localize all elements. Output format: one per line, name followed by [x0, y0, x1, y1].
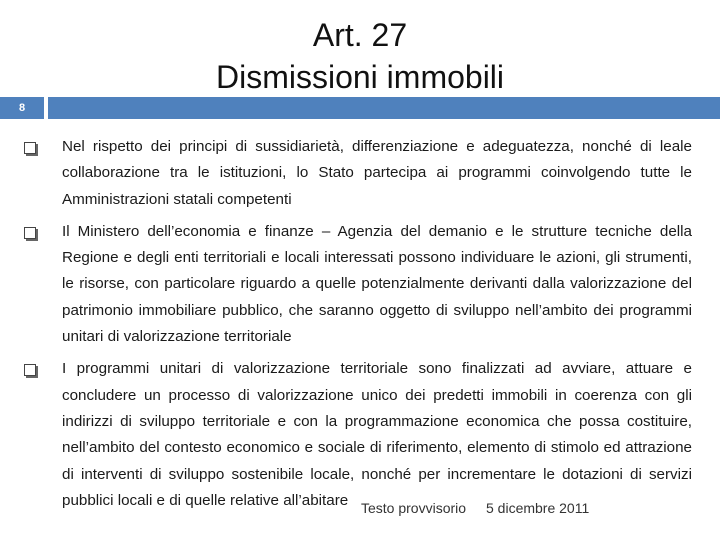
footer-draft-label: Testo provvisorio — [361, 500, 467, 516]
checkbox-bullet-icon — [24, 142, 36, 154]
bullet-text: I programmi unitari di valorizzazione territoriale sono finalizzati ad avviare, attuare e concludere un processo di valorizzazione unico dei predetti immobili in coerenza con gli indirizzi di sviluppo territoriale e con la programmazione economica che possa costituire, nell’ambito del contesto economico e sociale di riferimento, elemento di stimolo ed attrazione di interventi di sviluppo sostenibile locale, nonché per incrementare le dotazioni di servizi pubblici locali e di quelle relative all’abitare — [62, 360, 692, 509]
checkbox-bullet-icon — [24, 364, 36, 376]
header-divider-bar — [48, 97, 720, 119]
list-item — [20, 219, 692, 350]
slide-number: 8 — [0, 97, 44, 119]
title-line-1: Art. 27 — [312, 17, 408, 53]
bullet-list — [20, 134, 692, 514]
bullet-text: Nel rispetto dei principi di sussidiarietà, differenziazione e adeguatezza, nonché di leale collaborazione tra le istituzioni, lo Stato partecipa ai programmi coinvolgendo tutte le Amministrazioni statali competenti — [62, 138, 692, 208]
list-item — [20, 356, 692, 514]
footer-date: 5 dicembre 2011 — [486, 500, 590, 516]
list-item — [20, 134, 692, 213]
bullet-text: Il Ministero dell’economia e finanze – Agenzia del demanio e le strutture tecniche della Regione e degli enti territoriali e locali interessati possono individuare le azioni, gli strumenti, le risorse, con particolare riguardo a quelle potenzialmente derivanti dalla valorizzazione del patrimonio immobiliare pubblico, che saranno oggetto di sviluppo nell’ambito dei programmi unitari di valorizzazione territoriale — [62, 222, 692, 346]
slide-title — [0, 14, 720, 98]
checkbox-bullet-icon — [24, 227, 36, 239]
title-line-2: Dismissioni immobili — [215, 59, 505, 95]
